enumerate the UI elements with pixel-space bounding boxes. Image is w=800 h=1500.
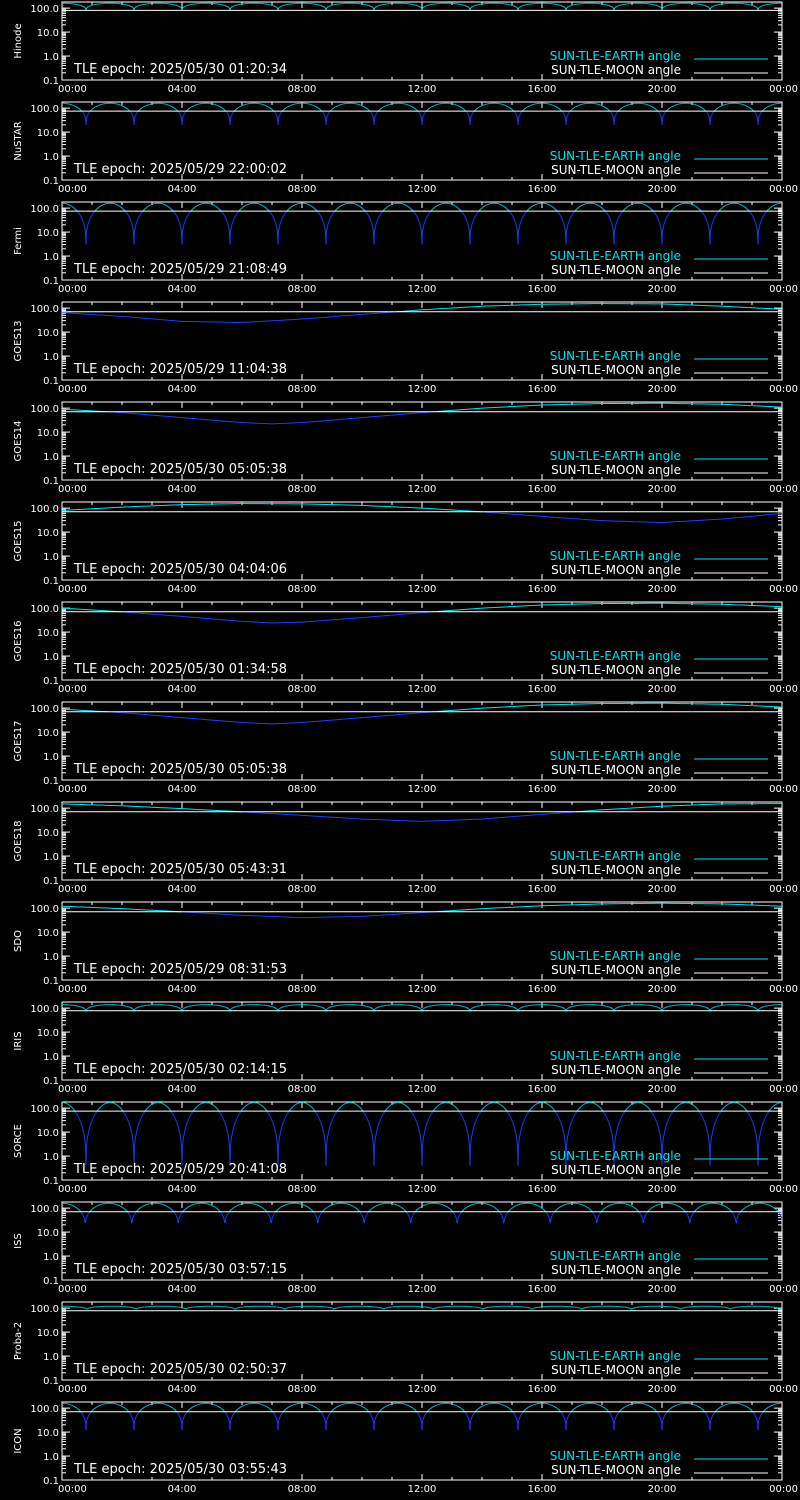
y-tick-label: 1.0 (43, 352, 59, 363)
legend-label-earth-angle: SUN-TLE-EARTH angle (550, 1249, 681, 1263)
y-tick-label: 1.0 (43, 452, 59, 463)
x-tick-label: 20:00 (648, 84, 677, 95)
tle-epoch-annotation: TLE epoch: 2025/05/29 11:04:38 (73, 362, 287, 377)
y-tick-label: 1.0 (43, 852, 59, 863)
x-tick-label: 16:00 (528, 484, 557, 495)
y-tick-label: 10.0 (37, 728, 59, 739)
chart-panel-goes18 (0, 800, 800, 900)
x-tick-label: 00:00 (769, 884, 798, 895)
x-tick-label: 12:00 (408, 284, 437, 295)
chart-panel-sdo (0, 900, 800, 1000)
satellite-name-label: SDO (13, 930, 24, 952)
y-tick-label: 1.0 (43, 752, 59, 763)
legend-label-earth-angle: SUN-TLE-EARTH angle (550, 949, 681, 963)
x-tick-label: 00:00 (769, 484, 798, 495)
satellite-name-label: Hinode (13, 23, 24, 58)
x-tick-label: 12:00 (408, 1484, 437, 1495)
legend-label-earth-angle: SUN-TLE-EARTH angle (550, 449, 681, 463)
y-tick-label: 100.0 (30, 904, 59, 915)
y-tick-label: 100.0 (30, 604, 59, 615)
x-tick-label: 00:00 (58, 384, 87, 395)
legend-label-moon-angle: SUN-TLE-MOON angle (551, 1263, 681, 1277)
y-tick-label: 0.1 (43, 776, 59, 787)
y-tick-label: 100.0 (30, 1204, 59, 1215)
x-tick-label: 16:00 (528, 184, 557, 195)
x-tick-label: 20:00 (648, 884, 677, 895)
satellite-name-label: GOES16 (13, 620, 24, 661)
tle-epoch-annotation: TLE epoch: 2025/05/29 21:08:49 (73, 262, 287, 277)
x-tick-label: 12:00 (408, 1284, 437, 1295)
x-tick-label: 00:00 (58, 1184, 87, 1195)
tle-epoch-annotation: TLE epoch: 2025/05/29 22:00:02 (73, 162, 287, 177)
legend-label-moon-angle: SUN-TLE-MOON angle (551, 963, 681, 977)
satellite-name-label: GOES14 (13, 420, 24, 461)
tle-epoch-annotation: TLE epoch: 2025/05/29 20:41:08 (73, 1162, 287, 1177)
chart-panel-iss (0, 1200, 800, 1300)
x-tick-label: 00:00 (769, 1384, 798, 1395)
legend-label-moon-angle: SUN-TLE-MOON angle (551, 163, 681, 177)
y-tick-label: 10.0 (37, 1228, 59, 1239)
satellite-name-label: IRIS (13, 1031, 24, 1050)
legend-label-earth-angle: SUN-TLE-EARTH angle (550, 1049, 681, 1063)
x-tick-label: 12:00 (408, 1184, 437, 1195)
x-tick-label: 00:00 (58, 284, 87, 295)
y-tick-label: 0.1 (43, 576, 59, 587)
x-tick-label: 12:00 (408, 384, 437, 395)
y-tick-label: 10.0 (37, 428, 59, 439)
x-tick-label: 04:00 (168, 284, 197, 295)
x-tick-label: 04:00 (168, 384, 197, 395)
x-tick-label: 16:00 (528, 984, 557, 995)
chart-panel-sorce (0, 1100, 800, 1200)
x-tick-label: 00:00 (58, 484, 87, 495)
y-tick-label: 1.0 (43, 552, 59, 563)
y-tick-label: 1.0 (43, 152, 59, 163)
chart-panel-goes15 (0, 500, 800, 600)
satellite-name-label: GOES13 (13, 320, 24, 361)
x-tick-label: 00:00 (769, 1184, 798, 1195)
tle-epoch-annotation: TLE epoch: 2025/05/29 08:31:53 (73, 962, 287, 977)
y-tick-label: 100.0 (30, 4, 59, 15)
y-tick-label: 1.0 (43, 1152, 59, 1163)
legend-label-moon-angle: SUN-TLE-MOON angle (551, 363, 681, 377)
x-tick-label: 04:00 (168, 1184, 197, 1195)
x-tick-label: 20:00 (648, 984, 677, 995)
y-tick-label: 100.0 (30, 204, 59, 215)
x-tick-label: 04:00 (168, 1084, 197, 1095)
x-tick-label: 00:00 (58, 84, 87, 95)
y-tick-label: 100.0 (30, 304, 59, 315)
satellite-name-label: GOES18 (13, 820, 24, 861)
tle-epoch-annotation: TLE epoch: 2025/05/30 03:57:15 (73, 1262, 287, 1277)
chart-panel-hinode (0, 0, 800, 100)
x-tick-label: 12:00 (408, 184, 437, 195)
x-tick-label: 12:00 (408, 84, 437, 95)
tle-epoch-annotation: TLE epoch: 2025/05/30 02:50:37 (73, 1362, 287, 1377)
x-tick-label: 12:00 (408, 684, 437, 695)
x-tick-label: 04:00 (168, 684, 197, 695)
chart-panel-icon (0, 1400, 800, 1500)
legend-label-moon-angle: SUN-TLE-MOON angle (551, 863, 681, 877)
legend-label-moon-angle: SUN-TLE-MOON angle (551, 1463, 681, 1477)
legend-label-moon-angle: SUN-TLE-MOON angle (551, 263, 681, 277)
x-tick-label: 12:00 (408, 784, 437, 795)
chart-panel-nustar (0, 100, 800, 200)
x-tick-label: 16:00 (528, 1284, 557, 1295)
legend-label-moon-angle: SUN-TLE-MOON angle (551, 663, 681, 677)
x-tick-label: 00:00 (769, 784, 798, 795)
x-tick-label: 20:00 (648, 784, 677, 795)
tle-epoch-annotation: TLE epoch: 2025/05/30 05:05:38 (73, 762, 287, 777)
x-tick-label: 08:00 (288, 1284, 317, 1295)
satellite-name-label: Fermi (13, 227, 24, 255)
y-tick-label: 10.0 (37, 928, 59, 939)
y-tick-label: 10.0 (37, 28, 59, 39)
y-tick-label: 10.0 (37, 628, 59, 639)
legend-label-earth-angle: SUN-TLE-EARTH angle (550, 849, 681, 863)
x-tick-label: 16:00 (528, 884, 557, 895)
x-tick-label: 08:00 (288, 984, 317, 995)
satellite-name-label: GOES17 (13, 720, 24, 761)
satellite-name-label: SORCE (13, 1124, 24, 1158)
x-tick-label: 12:00 (408, 484, 437, 495)
x-tick-label: 20:00 (648, 284, 677, 295)
satellite-name-label: ICON (13, 1428, 24, 1453)
tle-epoch-annotation: TLE epoch: 2025/05/30 01:34:58 (73, 662, 287, 677)
x-tick-label: 04:00 (168, 884, 197, 895)
legend-label-earth-angle: SUN-TLE-EARTH angle (550, 1349, 681, 1363)
x-tick-label: 16:00 (528, 1384, 557, 1395)
y-tick-label: 1.0 (43, 52, 59, 63)
tle-epoch-annotation: TLE epoch: 2025/05/30 05:43:31 (73, 862, 287, 877)
x-tick-label: 00:00 (58, 984, 87, 995)
legend-label-earth-angle: SUN-TLE-EARTH angle (550, 249, 681, 263)
y-tick-label: 0.1 (43, 876, 59, 887)
y-tick-label: 10.0 (37, 1128, 59, 1139)
x-tick-label: 00:00 (769, 84, 798, 95)
legend-label-earth-angle: SUN-TLE-EARTH angle (550, 1449, 681, 1463)
y-tick-label: 1.0 (43, 652, 59, 663)
y-tick-label: 0.1 (43, 76, 59, 87)
legend-label-moon-angle: SUN-TLE-MOON angle (551, 1063, 681, 1077)
x-tick-label: 08:00 (288, 184, 317, 195)
x-tick-label: 12:00 (408, 884, 437, 895)
y-tick-label: 100.0 (30, 704, 59, 715)
y-tick-label: 10.0 (37, 828, 59, 839)
x-tick-label: 04:00 (168, 584, 197, 595)
y-tick-label: 100.0 (30, 404, 59, 415)
y-tick-label: 100.0 (30, 1004, 59, 1015)
x-tick-label: 00:00 (58, 1084, 87, 1095)
x-tick-label: 00:00 (58, 784, 87, 795)
x-tick-label: 20:00 (648, 684, 677, 695)
x-tick-label: 20:00 (648, 1284, 677, 1295)
x-tick-label: 08:00 (288, 484, 317, 495)
x-tick-label: 16:00 (528, 384, 557, 395)
x-tick-label: 20:00 (648, 1484, 677, 1495)
x-tick-label: 08:00 (288, 784, 317, 795)
tle-epoch-annotation: TLE epoch: 2025/05/30 04:04:06 (73, 562, 287, 577)
x-tick-label: 04:00 (168, 1484, 197, 1495)
y-tick-label: 100.0 (30, 804, 59, 815)
x-tick-label: 00:00 (769, 384, 798, 395)
legend-label-earth-angle: SUN-TLE-EARTH angle (550, 649, 681, 663)
x-tick-label: 00:00 (769, 684, 798, 695)
y-tick-label: 10.0 (37, 1428, 59, 1439)
x-tick-label: 00:00 (769, 984, 798, 995)
x-tick-label: 20:00 (648, 184, 677, 195)
legend-label-moon-angle: SUN-TLE-MOON angle (551, 763, 681, 777)
y-tick-label: 10.0 (37, 528, 59, 539)
x-tick-label: 08:00 (288, 284, 317, 295)
x-tick-label: 08:00 (288, 1084, 317, 1095)
tle-epoch-annotation: TLE epoch: 2025/05/30 05:05:38 (73, 462, 287, 477)
x-tick-label: 00:00 (769, 184, 798, 195)
y-tick-label: 100.0 (30, 1304, 59, 1315)
chart-panel-iris (0, 1000, 800, 1100)
y-tick-label: 0.1 (43, 1476, 59, 1487)
y-tick-label: 10.0 (37, 328, 59, 339)
x-tick-label: 08:00 (288, 584, 317, 595)
satellite-name-label: GOES15 (13, 520, 24, 561)
x-tick-label: 20:00 (648, 1084, 677, 1095)
x-tick-label: 08:00 (288, 84, 317, 95)
x-tick-label: 12:00 (408, 1084, 437, 1095)
y-tick-label: 1.0 (43, 1352, 59, 1363)
legend-label-moon-angle: SUN-TLE-MOON angle (551, 1163, 681, 1177)
y-tick-label: 0.1 (43, 176, 59, 187)
x-tick-label: 00:00 (769, 284, 798, 295)
y-tick-label: 10.0 (37, 228, 59, 239)
y-tick-label: 10.0 (37, 128, 59, 139)
x-tick-label: 04:00 (168, 784, 197, 795)
x-tick-label: 04:00 (168, 184, 197, 195)
chart-panel-goes13 (0, 300, 800, 400)
y-tick-label: 0.1 (43, 976, 59, 987)
x-tick-label: 00:00 (58, 1484, 87, 1495)
y-tick-label: 1.0 (43, 952, 59, 963)
x-tick-label: 00:00 (58, 1384, 87, 1395)
x-tick-label: 00:00 (769, 1284, 798, 1295)
x-tick-label: 16:00 (528, 1184, 557, 1195)
x-tick-label: 20:00 (648, 1384, 677, 1395)
y-tick-label: 0.1 (43, 1076, 59, 1087)
y-tick-label: 1.0 (43, 1252, 59, 1263)
legend-label-moon-angle: SUN-TLE-MOON angle (551, 563, 681, 577)
y-tick-label: 0.1 (43, 276, 59, 287)
x-tick-label: 04:00 (168, 1284, 197, 1295)
x-tick-label: 12:00 (408, 984, 437, 995)
legend-label-earth-angle: SUN-TLE-EARTH angle (550, 149, 681, 163)
legend-label-moon-angle: SUN-TLE-MOON angle (551, 463, 681, 477)
x-tick-label: 04:00 (168, 84, 197, 95)
x-tick-label: 08:00 (288, 684, 317, 695)
chart-panel-fermi (0, 200, 800, 300)
legend-label-earth-angle: SUN-TLE-EARTH angle (550, 1149, 681, 1163)
chart-panel-goes16 (0, 600, 800, 700)
x-tick-label: 00:00 (58, 584, 87, 595)
y-tick-label: 0.1 (43, 476, 59, 487)
x-tick-label: 16:00 (528, 784, 557, 795)
x-tick-label: 00:00 (58, 1284, 87, 1295)
x-tick-label: 08:00 (288, 1384, 317, 1395)
y-tick-label: 0.1 (43, 1276, 59, 1287)
y-tick-label: 0.1 (43, 1176, 59, 1187)
y-tick-label: 10.0 (37, 1028, 59, 1039)
x-tick-label: 16:00 (528, 584, 557, 595)
x-tick-label: 20:00 (648, 484, 677, 495)
x-tick-label: 12:00 (408, 1384, 437, 1395)
legend-label-earth-angle: SUN-TLE-EARTH angle (550, 349, 681, 363)
chart-panel-goes17 (0, 700, 800, 800)
y-tick-label: 1.0 (43, 1052, 59, 1063)
x-tick-label: 16:00 (528, 684, 557, 695)
x-tick-label: 04:00 (168, 1384, 197, 1395)
x-tick-label: 16:00 (528, 1484, 557, 1495)
y-tick-label: 0.1 (43, 1376, 59, 1387)
x-tick-label: 08:00 (288, 884, 317, 895)
x-tick-label: 12:00 (408, 584, 437, 595)
x-tick-label: 00:00 (58, 884, 87, 895)
x-tick-label: 00:00 (769, 584, 798, 595)
satellite-name-label: Proba-2 (13, 1322, 24, 1360)
legend-label-earth-angle: SUN-TLE-EARTH angle (550, 549, 681, 563)
x-tick-label: 20:00 (648, 1184, 677, 1195)
tle-epoch-annotation: TLE epoch: 2025/05/30 03:55:43 (73, 1462, 287, 1477)
x-tick-label: 16:00 (528, 1084, 557, 1095)
y-tick-label: 100.0 (30, 1404, 59, 1415)
x-tick-label: 00:00 (58, 684, 87, 695)
y-tick-label: 1.0 (43, 1452, 59, 1463)
y-tick-label: 1.0 (43, 252, 59, 263)
x-tick-label: 08:00 (288, 1184, 317, 1195)
y-tick-label: 10.0 (37, 1328, 59, 1339)
x-tick-label: 00:00 (769, 1084, 798, 1095)
legend-label-moon-angle: SUN-TLE-MOON angle (551, 63, 681, 77)
x-tick-label: 20:00 (648, 384, 677, 395)
x-tick-label: 08:00 (288, 384, 317, 395)
satellite-name-label: ISS (13, 1233, 24, 1249)
legend-label-earth-angle: SUN-TLE-EARTH angle (550, 749, 681, 763)
tle-epoch-annotation: TLE epoch: 2025/05/30 01:20:34 (73, 62, 287, 77)
legend-label-earth-angle: SUN-TLE-EARTH angle (550, 49, 681, 63)
y-tick-label: 100.0 (30, 104, 59, 115)
x-tick-label: 20:00 (648, 584, 677, 595)
x-tick-label: 04:00 (168, 484, 197, 495)
y-tick-label: 0.1 (43, 376, 59, 387)
x-tick-label: 16:00 (528, 84, 557, 95)
x-tick-label: 04:00 (168, 984, 197, 995)
chart-panel-goes14 (0, 400, 800, 500)
y-tick-label: 100.0 (30, 504, 59, 515)
x-tick-label: 00:00 (58, 184, 87, 195)
x-tick-label: 16:00 (528, 284, 557, 295)
y-tick-label: 100.0 (30, 1104, 59, 1115)
legend-label-moon-angle: SUN-TLE-MOON angle (551, 1363, 681, 1377)
x-tick-label: 00:00 (769, 1484, 798, 1495)
y-tick-label: 0.1 (43, 676, 59, 687)
tle-epoch-annotation: TLE epoch: 2025/05/30 02:14:15 (73, 1062, 287, 1077)
chart-panel-proba-2 (0, 1300, 800, 1400)
x-tick-label: 08:00 (288, 1484, 317, 1495)
satellite-name-label: NuSTAR (13, 121, 24, 160)
